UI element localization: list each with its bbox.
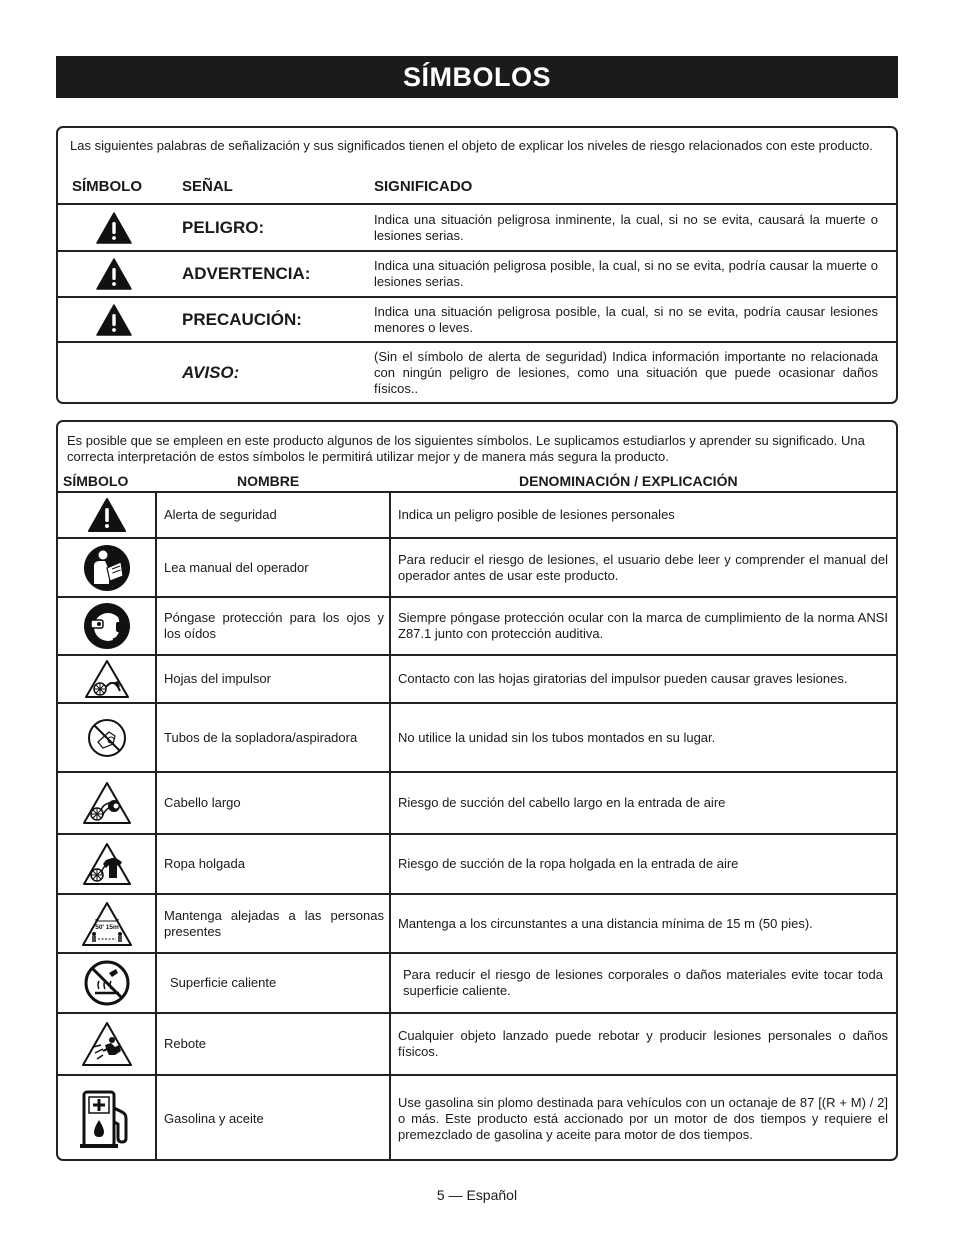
symbol-row — [58, 1076, 896, 1161]
header-symbol: SÍMBOLO — [72, 178, 142, 195]
eye-ear-protection-icon — [83, 602, 131, 650]
warning-triangle-icon — [96, 304, 132, 336]
symbols-intro: Es posible que se empleen en este producto algunos de los siguientes símbolos. Le suplicamos estudiarlos y aprender su significado. Una correcta interpretación de estos símbolos le permitirá utilizar mejor y de manera más segura la producto. — [67, 433, 865, 464]
loose-clothing-icon — [82, 842, 132, 886]
signal-description: Indica una situación peligrosa posible, la cual, si no se evita, podría causar la muerte o lesiones serias. — [374, 258, 878, 289]
signal-description: Indica una situación peligrosa inminente, la cual, si no se evita, causará la muerte o lesiones serias. — [374, 211, 878, 243]
symbol-row — [58, 1014, 896, 1074]
page-footer: 5 — Español — [436, 1187, 518, 1203]
symbol-explanation: Use gasolina sin plomo destinada para vehículos con un octanaje de 87 [(R + M) / 2] o más. Este producto está accionado por un motor de dos tiempos y requiere el premezclado de gasolina y aceite para motor de dos tiempos. — [398, 1094, 888, 1142]
header-name: NOMBRE — [237, 473, 300, 489]
symbol-name: Mantenga alejadas a las personas presentes — [164, 907, 384, 939]
long-hair-icon — [82, 781, 132, 825]
signal-description: (Sin el símbolo de alerta de seguridad) Indica información importante no relacionada con ningún peligro de lesiones, como una situación que puede ocasionar daños físicos.. — [374, 348, 878, 396]
distance-label: 50' 15m — [94, 923, 119, 931]
ricochet-icon — [81, 1021, 133, 1067]
header-symbol: SÍMBOLO — [63, 473, 129, 489]
signal-row-aviso — [58, 343, 896, 402]
gasoline-oil-icon — [80, 1088, 134, 1150]
symbol-row — [58, 656, 896, 702]
symbol-row — [58, 704, 896, 771]
header-meaning: SIGNIFICADO — [374, 178, 473, 195]
symbol-name: Ropa holgada — [164, 856, 245, 871]
header-signal: SEÑAL — [182, 178, 233, 195]
symbol-explanation: No utilice la unidad sin los tubos montados en su lugar. — [398, 729, 716, 745]
symbols-table — [56, 420, 898, 1161]
symbol-name: Cabello largo — [164, 795, 241, 810]
safety-alert-icon — [87, 497, 127, 533]
signal-row-precaucion — [58, 298, 896, 341]
symbol-explanation: Para reducir el riesgo de lesiones corporales o daños materiales evite tocar toda superficie caliente. — [403, 967, 883, 998]
signal-words-intro: Las siguientes palabras de señalización y sus significados tienen el objeto de explicar los niveles de riesgo relacionados con este producto. — [70, 138, 873, 153]
signal-row-advertencia — [58, 252, 896, 296]
warning-triangle-icon — [96, 212, 132, 244]
symbol-row — [58, 895, 896, 952]
symbol-explanation: Riesgo de succión del cabello largo en la entrada de aire — [398, 795, 726, 810]
symbol-row — [58, 954, 896, 1012]
symbol-name: Póngase protección para los ojos y los oídos — [164, 610, 384, 641]
symbol-row — [58, 835, 896, 893]
signal-word: PELIGRO: — [182, 217, 265, 237]
symbol-name: Tubos de la sopladora/aspiradora — [164, 729, 358, 745]
symbol-name: Rebote — [164, 1036, 206, 1051]
page-title: SÍMBOLOS — [56, 56, 898, 98]
signal-row-peligro — [58, 205, 896, 250]
symbol-explanation: Para reducir el riesgo de lesiones, el usuario debe leer y comprender el manual del operador antes de usar este producto. — [398, 551, 888, 583]
symbol-name: Hojas del impulsor — [164, 671, 271, 686]
symbol-name: Alerta de seguridad — [164, 507, 277, 522]
symbol-explanation: Cualquier objeto lanzado puede rebotar y producir lesiones personales o daños físicos. — [398, 1028, 888, 1059]
signal-description: Indica una situación peligrosa posible, la cual, si no se evita, podría causar lesiones menores o leves. — [374, 303, 878, 335]
keep-bystanders-away-icon — [81, 901, 133, 947]
symbol-explanation: Contacto con las hojas giratorias del impulsor pueden causar graves lesiones. — [398, 671, 848, 686]
symbol-row — [58, 598, 896, 654]
symbol-row — [58, 773, 896, 833]
signal-words-table — [56, 126, 898, 404]
symbol-name: Gasolina y aceite — [164, 1110, 264, 1126]
symbol-name: Lea manual del operador — [164, 559, 309, 575]
symbol-row — [58, 539, 896, 596]
read-manual-icon — [83, 544, 131, 592]
symbol-explanation: Mantenga a los circunstantes a una distancia mínima de 15 m (50 pies). — [398, 915, 813, 931]
signal-word: PRECAUCIÓN: — [182, 309, 302, 329]
hot-surface-icon — [83, 959, 131, 1007]
warning-triangle-icon — [96, 258, 132, 290]
signal-word: ADVERTENCIA: — [182, 264, 311, 283]
symbol-explanation: Siempre póngase protección ocular con la marca de cumplimiento de la norma ANSI Z87.1 junto con protección auditiva. — [398, 610, 888, 641]
symbol-explanation: Indica un peligro posible de lesiones personales — [398, 507, 675, 522]
symbol-explanation: Riesgo de succión de la ropa holgada en la entrada de aire — [398, 856, 739, 871]
header-explanation: DENOMINACIÓN / EXPLICACIÓN — [519, 473, 738, 489]
signal-word: AVISO: — [182, 362, 240, 382]
impeller-blades-icon — [84, 659, 130, 699]
symbol-row — [58, 493, 896, 537]
symbol-name: Superficie caliente — [170, 975, 277, 990]
blower-tubes-icon — [87, 718, 127, 758]
